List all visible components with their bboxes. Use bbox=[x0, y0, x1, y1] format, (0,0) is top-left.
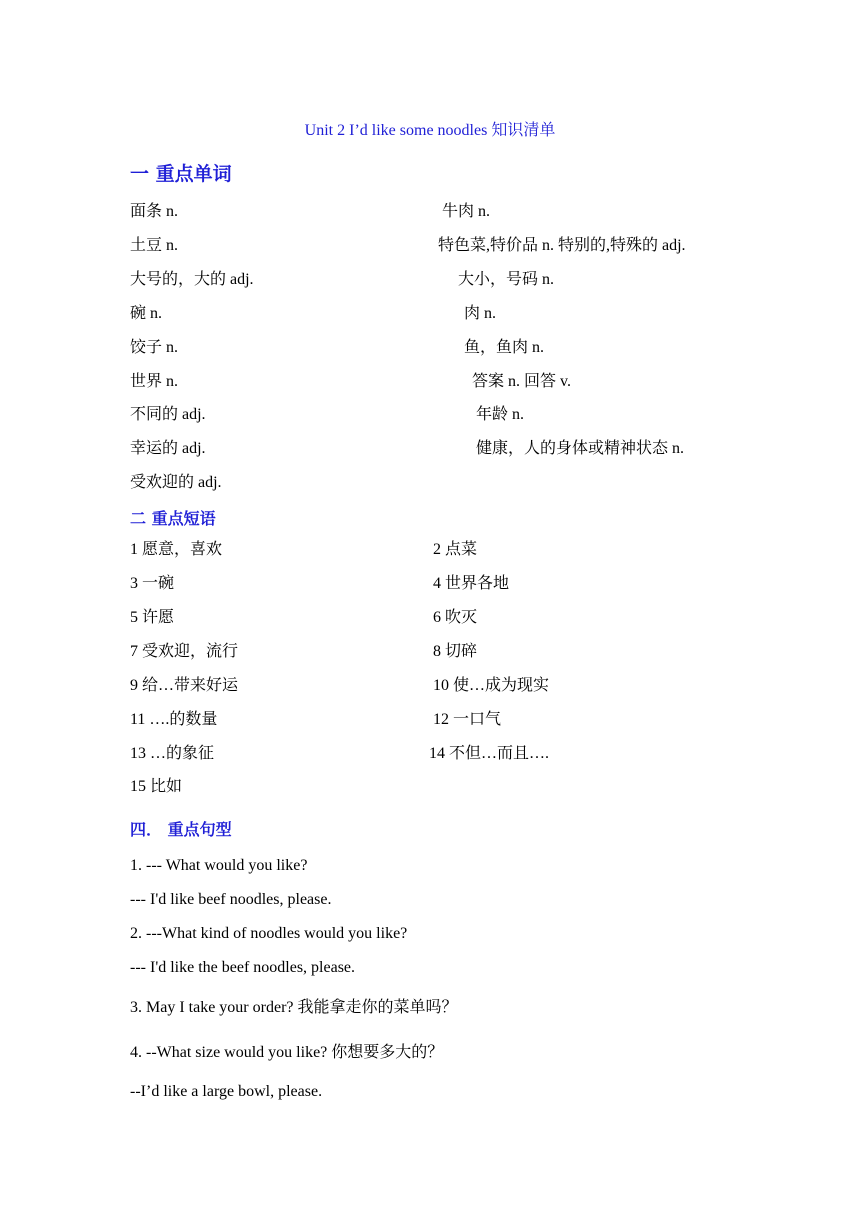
word-right-5: 鱼，鱼肉 n. bbox=[464, 339, 545, 356]
sentence-2-question: 2. ---What kind of noodles would you like? bbox=[130, 925, 408, 942]
sentence-3-chinese: 我能拿走你的菜单吗？ bbox=[297, 997, 458, 1016]
word-right-8: 健康，人的身体或精神状态 n. bbox=[476, 440, 685, 457]
sentence-4-chinese: 你想要多大的？ bbox=[331, 1042, 444, 1061]
phrase-10: 10 使…成为现实 bbox=[433, 677, 550, 694]
phrase-9: 9 给…带来好运 bbox=[130, 677, 239, 694]
word-right-2: 特色菜,特价品 n. 特别的,特殊的 adj. bbox=[438, 237, 686, 254]
sentence-3-english: 3. May I take your order? bbox=[130, 999, 298, 1016]
word-left-9: 受欢迎的 adj. bbox=[130, 474, 222, 491]
sentence-1-answer: --- I'd like beef noodles, please. bbox=[130, 891, 332, 908]
heading-key-phrases: 二 重点短语 bbox=[130, 509, 216, 528]
word-left-3: 大号的，大的 adj. bbox=[130, 271, 254, 288]
sentence-4-question bbox=[130, 1042, 443, 1063]
heading-key-sentences: 四． 重点句型 bbox=[130, 820, 232, 839]
word-right-1: 牛肉 n. bbox=[442, 203, 491, 220]
phrase-1: 1 愿意，喜欢 bbox=[130, 541, 223, 558]
phrase-14: 14 不但…而且…. bbox=[429, 745, 550, 762]
word-right-7: 年龄 n. bbox=[476, 406, 525, 423]
sentence-1-question: 1. --- What would you like? bbox=[130, 857, 308, 874]
page-title bbox=[0, 117, 860, 140]
phrase-12: 12 一口气 bbox=[433, 711, 502, 728]
word-right-6: 答案 n. 回答 v. bbox=[472, 373, 571, 390]
phrase-5: 5 许愿 bbox=[130, 609, 175, 626]
word-left-1: 面条 n. bbox=[130, 203, 179, 220]
word-left-2: 土豆 n. bbox=[130, 237, 179, 254]
phrase-6: 6 吹灭 bbox=[433, 609, 478, 626]
phrase-3: 3 一碗 bbox=[130, 575, 175, 592]
word-right-4: 肉 n. bbox=[464, 305, 497, 322]
word-left-6: 世界 n. bbox=[130, 373, 179, 390]
title-chinese: 知识清单 bbox=[491, 120, 556, 139]
phrase-8: 8 切碎 bbox=[433, 643, 478, 660]
word-left-8: 幸运的 adj. bbox=[130, 440, 206, 457]
phrase-7: 7 受欢迎，流行 bbox=[130, 643, 239, 660]
sentence-3 bbox=[130, 997, 458, 1018]
sentence-2-answer: --- I'd like the beef noodles, please. bbox=[130, 959, 356, 976]
phrase-2: 2 点菜 bbox=[433, 541, 478, 558]
title-english: Unit 2 I’d like some noodles bbox=[304, 122, 492, 139]
phrase-13: 13 …的象征 bbox=[130, 745, 215, 762]
word-left-7: 不同的 adj. bbox=[130, 406, 206, 423]
word-left-5: 饺子 n. bbox=[130, 339, 179, 356]
phrase-11: 11 ….的数量 bbox=[130, 711, 218, 728]
sentence-4-answer: --I’d like a large bowl, please. bbox=[130, 1083, 323, 1100]
word-left-4: 碗 n. bbox=[130, 305, 163, 322]
heading-key-words: 一 重点单词 bbox=[130, 163, 232, 185]
phrase-15: 15 比如 bbox=[130, 778, 183, 795]
word-right-3: 大小，号码 n. bbox=[458, 271, 555, 288]
phrase-4: 4 世界各地 bbox=[433, 575, 510, 592]
sentence-4-english: 4. --What size would you like? bbox=[130, 1044, 332, 1061]
